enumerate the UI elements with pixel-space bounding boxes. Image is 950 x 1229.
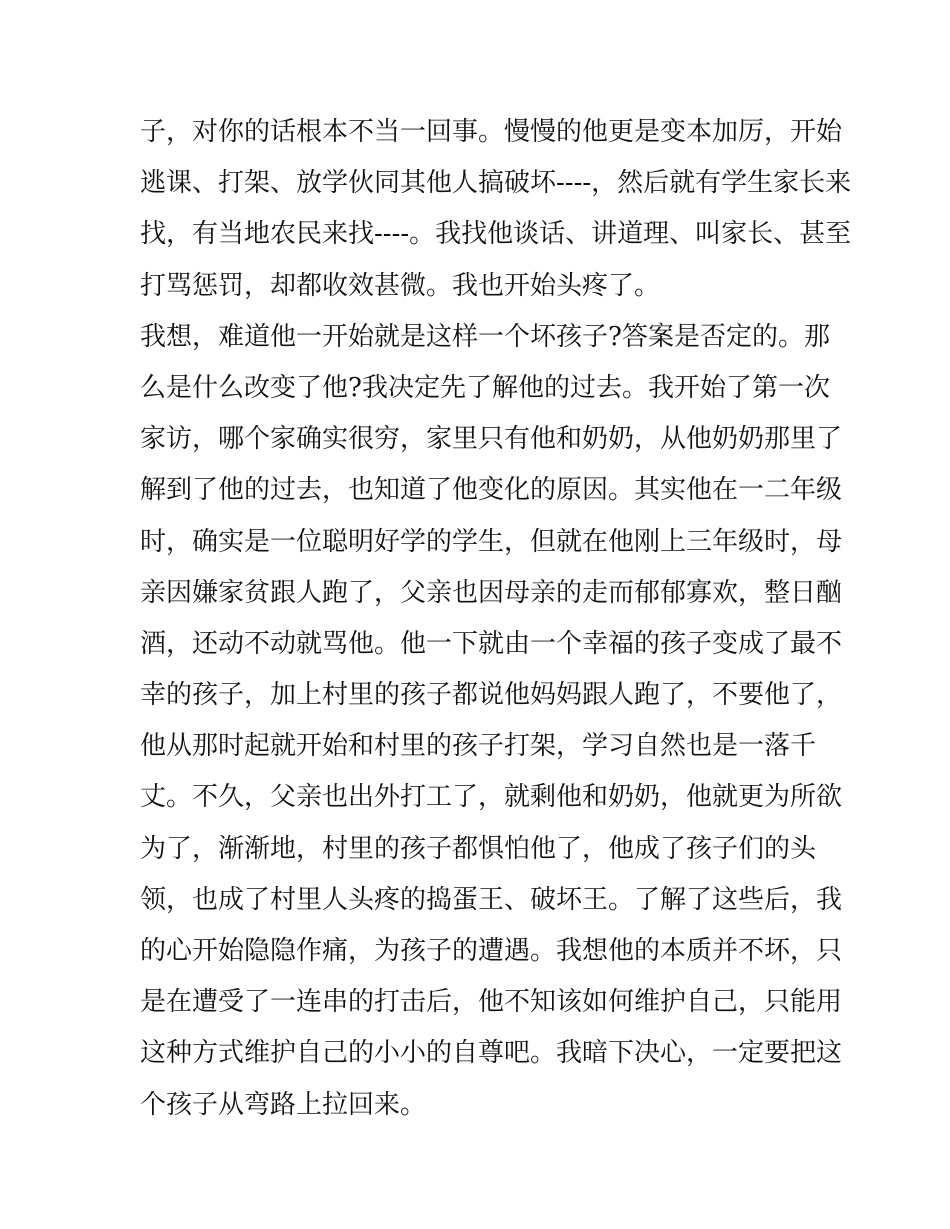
- text-line: 领，也成了村里人头疼的捣蛋王、破坏王。了解了这些后，我: [140, 884, 843, 915]
- text-line: 这种方式维护自己的小小的自尊吧。我暗下决心，一定要把这: [140, 1038, 843, 1069]
- text-line: 时，确实是一位聪明好学的学生，但就在他刚上三年级时，母: [140, 526, 843, 557]
- text-line: 么是什么改变了他?我决定先了解他的过去。我开始了第一次: [140, 372, 830, 403]
- text-line: 的心开始隐隐作痛，为孩子的遭遇。我想他的本质并不坏，只: [140, 936, 843, 966]
- text-line: 幸的孩子，加上村里的孩子都说他妈妈跟人跑了，不要他了，: [140, 680, 843, 711]
- text-line: 打骂惩罚，却都收效甚微。我也开始头疼了。: [140, 270, 661, 301]
- text-line: 家访，哪个家确实很穷，家里只有他和奶奶，从他奶奶那里了: [140, 424, 843, 455]
- text-line: 酒，还动不动就骂他。他一下就由一个幸福的孩子变成了最不: [140, 628, 843, 659]
- text-line: 丈。不久，父亲也出外打工了，就剩他和奶奶，他就更为所欲: [140, 782, 843, 813]
- text-line: 找，有当地农民来找----。我找他谈话、讲道理、叫家长、甚至: [140, 219, 852, 250]
- text-line: 亲因嫌家贫跟人跑了，父亲也因母亲的走而郁郁寡欢，整日酗: [140, 577, 843, 608]
- text-line: 他从那时起就开始和村里的孩子打架，学习自然也是一落千: [140, 731, 817, 762]
- text-line: 子，对你的话根本不当一回事。慢慢的他更是变本加厉，开始: [140, 117, 843, 147]
- text-line: 为了，渐渐地，村里的孩子都惧怕他了，他成了孩子们的头: [140, 833, 817, 864]
- text-line: 逃课、打架、放学伙同其他人搞破坏----，然后就有学生家长来: [140, 168, 852, 199]
- text-line: 解到了他的过去，也知道了他变化的原因。其实他在一二年级: [140, 475, 843, 506]
- text-line: 个孩子从弯路上拉回来。: [140, 1089, 427, 1120]
- text-line: 是在遭受了一连串的打击后，他不知该如何维护自己，只能用: [140, 987, 843, 1018]
- body-text: [140, 107, 852, 1131]
- text-line: 我想，难道他一开始就是这样一个坏孩子?答案是否定的。那: [140, 321, 830, 352]
